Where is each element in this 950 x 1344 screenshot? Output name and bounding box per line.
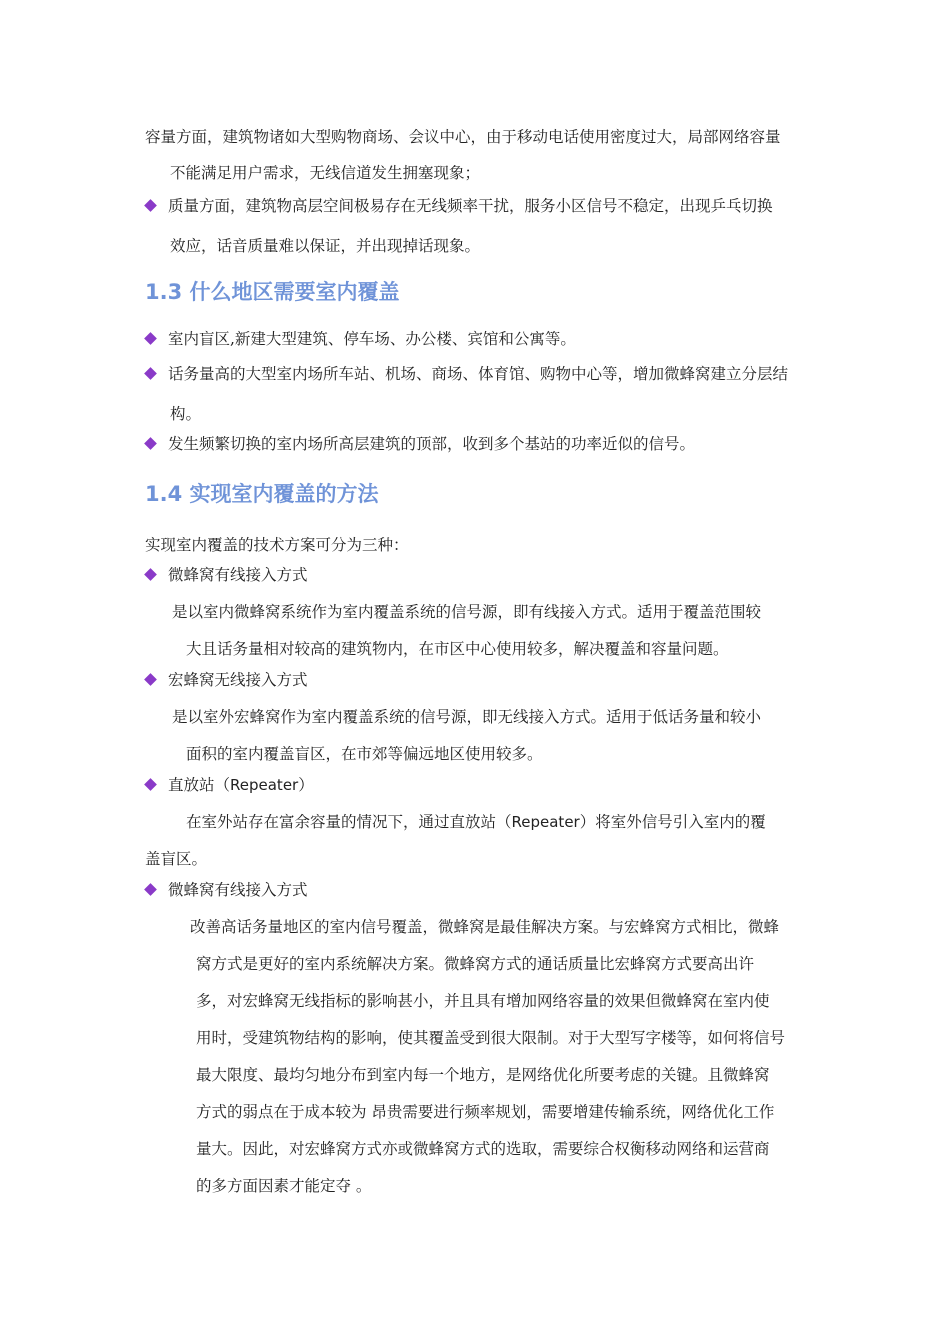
diamond-bullet-icon	[144, 883, 157, 896]
diamond-bullet-icon	[144, 778, 157, 791]
method-2-title: 宏蜂窝无线接入方式	[168, 671, 308, 689]
method-3-title: 直放站（Repeater）	[168, 776, 314, 794]
method-4-line-5: 最大限度、最均匀地分布到室内每一个地方，是网络优化所要考虑的关键。且微蜂窝	[196, 1066, 770, 1084]
method-4-line-3: 多，对宏蜂窝无线指标的影响甚小，并且具有增加网络容量的效果但微蜂窝在室内使	[196, 992, 770, 1010]
methods-intro: 实现室内覆盖的技术方案可分为三种：	[145, 536, 409, 554]
quality-line-2: 效应，话音质量难以保证，并出现掉话现象。	[170, 237, 481, 255]
method-4-line-6: 方式的弱点在于成本较为 昂贵需要进行频率规划，需要增建传输系统，网络优化工作	[196, 1103, 775, 1121]
diamond-bullet-icon	[144, 568, 157, 581]
method-1-line-2: 大且话务量相对较高的建筑物内，在市区中心使用较多，解决覆盖和容量问题。	[186, 640, 729, 658]
method-4-line-7: 量大。因此，对宏蜂窝方式亦或微蜂窝方式的选取，需要综合权衡移动网络和运营商	[196, 1140, 770, 1158]
heading-1-4: 1.4 实现室内覆盖的方法	[145, 482, 379, 506]
method-4-line-8: 的多方面因素才能定夺 。	[196, 1177, 372, 1195]
heading-1-3: 1.3 什么地区需要室内覆盖	[145, 280, 400, 304]
method-3-line-2: 盖盲区。	[145, 850, 208, 868]
method-2-line-1: 是以室外宏蜂窝作为室内覆盖系统的信号源，即无线接入方式。适用于低话务量和较小	[172, 708, 762, 726]
area-item-1: 室内盲区,新建大型建筑、停车场、办公楼、宾馆和公寓等。	[168, 330, 576, 348]
diamond-bullet-icon	[144, 199, 157, 212]
diamond-bullet-icon	[144, 673, 157, 686]
capacity-line-1: 容量方面，建筑物诸如大型购物商场、会议中心，由于移动电话使用密度过大，局部网络容量	[145, 128, 781, 146]
method-4-line-2: 窝方式是更好的室内系统解决方案。微蜂窝方式的通话质量比宏蜂窝方式要高出许	[196, 955, 755, 973]
method-4-title: 微蜂窝有线接入方式	[168, 881, 308, 899]
area-item-3: 发生频繁切换的室内场所高层建筑的顶部，收到多个基站的功率近似的信号。	[168, 435, 696, 453]
area-item-2-line-1: 话务量高的大型室内场所车站、机场、商场、体育馆、购物中心等，增加微蜂窝建立分层结	[168, 365, 789, 383]
method-1-line-1: 是以室内微蜂窝系统作为室内覆盖系统的信号源，即有线接入方式。适用于覆盖范围较	[172, 603, 762, 621]
method-1-title: 微蜂窝有线接入方式	[168, 566, 308, 584]
diamond-bullet-icon	[144, 437, 157, 450]
quality-line-1: 质量方面，建筑物高层空间极易存在无线频率干扰，服务小区信号不稳定，出现乒乓切换	[168, 197, 773, 215]
area-item-2-line-2: 构。	[170, 405, 202, 423]
diamond-bullet-icon	[144, 367, 157, 380]
method-4-line-4: 用时，受建筑物结构的影响，使其覆盖受到很大限制。对于大型写字楼等，如何将信号	[196, 1029, 786, 1047]
diamond-bullet-icon	[144, 332, 157, 345]
method-2-line-2: 面积的室内覆盖盲区，在市郊等偏远地区使用较多。	[186, 745, 543, 763]
method-4-line-1: 改善高话务量地区的室内信号覆盖，微蜂窝是最佳解决方案。与宏蜂窝方式相比，微蜂	[190, 918, 780, 936]
method-3-line-1: 在室外站存在富余容量的情况下，通过直放站（Repeater）将室外信号引入室内的覆	[186, 813, 766, 831]
capacity-line-2: 不能满足用户需求，无线信道发生拥塞现象；	[170, 164, 481, 182]
